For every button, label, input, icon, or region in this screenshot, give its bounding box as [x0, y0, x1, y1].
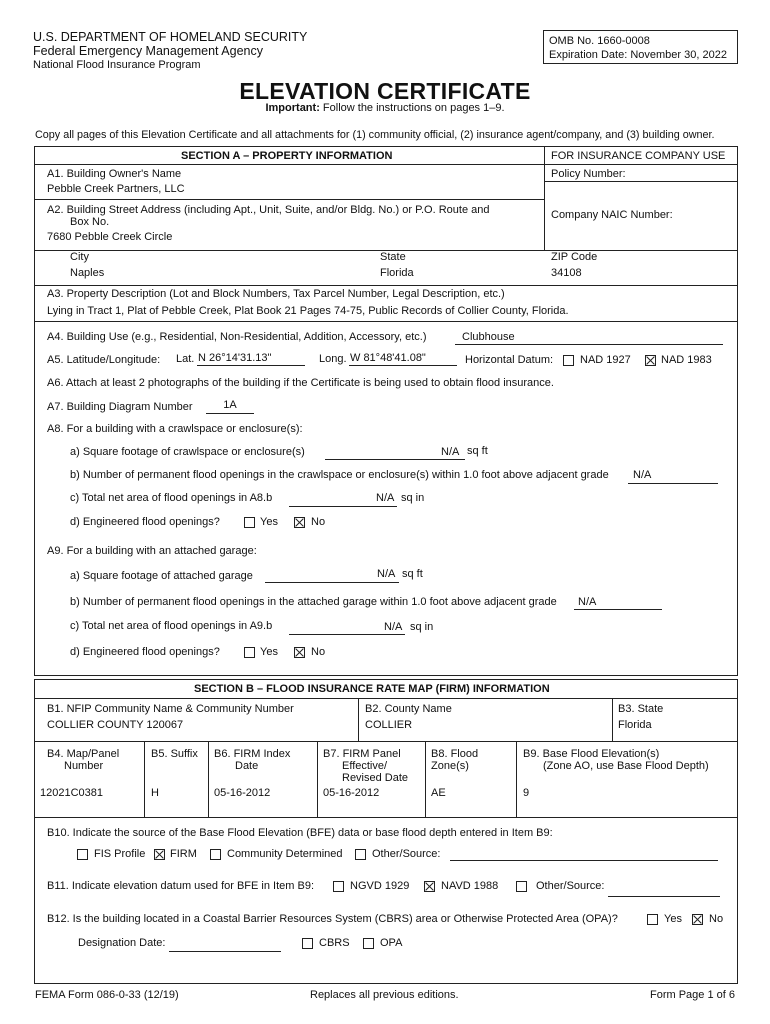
b11-label: B11. Indicate elevation datum used for BFE in Item B9: [47, 880, 314, 892]
state-value[interactable]: Florida [380, 267, 414, 279]
navd1988-checkbox[interactable] [424, 881, 435, 892]
b6-value[interactable]: 05-16-2012 [214, 787, 271, 799]
program-name: National Flood Insurance Program [33, 59, 201, 71]
community-determined-label: Community Determined [227, 848, 343, 860]
b10-other-checkbox[interactable] [355, 849, 366, 860]
designation-date-label: Designation Date: [78, 937, 166, 949]
a1-rule [34, 199, 544, 200]
a8c-label: c) Total net area of flood openings in A8.b [70, 492, 273, 504]
insurance-column-divider [544, 146, 545, 250]
a1-label: A1. Building Owner's Name [47, 168, 182, 180]
b3-label: B3. State [618, 703, 664, 715]
b11-other-label: Other/Source: [536, 880, 605, 892]
b7-label: B7. FIRM Panel [323, 748, 401, 760]
b8-label-line2: Zone(s) [431, 760, 469, 772]
b10-other-field[interactable] [450, 846, 718, 861]
a2-label-line2: Box No. [70, 216, 110, 228]
b1-value[interactable]: COLLIER COUNTY 120067 [47, 719, 184, 731]
section-a-header-rule [34, 164, 738, 165]
a8d-no-label: No [311, 516, 326, 528]
b12-no-label: No [709, 913, 724, 925]
b12-no-checkbox[interactable] [692, 914, 703, 925]
city-label: City [70, 251, 89, 263]
firm-label: FIRM [170, 848, 197, 860]
b10-other-label: Other/Source: [372, 848, 441, 860]
fis-profile-checkbox[interactable] [77, 849, 88, 860]
a8a-value: N/A [441, 446, 460, 458]
b4-label: B4. Map/Panel [47, 748, 120, 760]
a9d-yes-label: Yes [260, 646, 278, 658]
ngvd1929-label: NGVD 1929 [350, 880, 410, 892]
fis-profile-label: FIS Profile [94, 848, 146, 860]
b7-label-line2: Effective/ [342, 760, 388, 772]
copy-instructions: Copy all pages of this Elevation Certificate and all attachments for (1) community official, (2) insurance agent/company, and (3) building owner. [35, 129, 715, 141]
b9-label-line2: (Zone AO, use Base Flood Depth) [543, 760, 709, 772]
b8-b9-divider [516, 741, 517, 817]
zip-value[interactable]: 34108 [551, 267, 582, 279]
b2-label: B2. County Name [365, 703, 452, 715]
b12-label: B12. Is the building located in a Coastal Barrier Resources System (CBRS) area or Otherwise Protected Area (OPA)? [47, 913, 618, 925]
replaces-note: Replaces all previous editions. [310, 989, 459, 1001]
nad1927-checkbox[interactable] [563, 355, 574, 366]
b8-value[interactable]: AE [431, 787, 446, 799]
community-determined-checkbox[interactable] [210, 849, 221, 860]
b7-b8-divider [425, 741, 426, 817]
agency-name: Federal Emergency Management Agency [33, 44, 263, 58]
a4-value: Clubhouse [462, 331, 515, 343]
a8d-no-checkbox[interactable] [294, 517, 305, 528]
b10-label: B10. Indicate the source of the Base Flood Elevation (BFE) data or base flood depth entered in Item B9: [47, 827, 553, 839]
a9a-unit: sq ft [402, 568, 423, 580]
b12-yes-checkbox[interactable] [647, 914, 658, 925]
a8d-yes-label: Yes [260, 516, 278, 528]
b9-value[interactable]: 9 [523, 787, 530, 799]
latitude-value: N 26°14'31.13" [198, 352, 272, 364]
a3-rule [34, 321, 738, 322]
designation-date-field[interactable] [169, 937, 281, 952]
a9a-value: N/A [377, 568, 396, 580]
b4-value[interactable]: 12021C0381 [40, 787, 104, 799]
a9c-value: N/A [384, 621, 403, 633]
naic-label: Company NAIC Number: [551, 209, 673, 221]
section-b-header-rule [34, 698, 738, 699]
section-b-title: SECTION B – FLOOD INSURANCE RATE MAP (FIRM) INFORMATION [194, 683, 550, 695]
b1-b2-divider [358, 698, 359, 741]
a9b-label: b) Number of permanent flood openings in the attached garage within 1.0 foot above adjacent grade [70, 596, 557, 608]
b4-b5-divider [144, 741, 145, 817]
a9d-label: d) Engineered flood openings? [70, 646, 220, 658]
b4-row-rule [34, 817, 738, 818]
a3-label: A3. Property Description (Lot and Block Numbers, Tax Parcel Number, Legal Description, etc.) [47, 288, 505, 300]
a9d-no-checkbox[interactable] [294, 647, 305, 658]
important-label: Important: [265, 102, 320, 114]
b8-label: B8. Flood [431, 748, 479, 760]
city-rule [34, 285, 738, 286]
cbrs-label: CBRS [319, 937, 350, 949]
a7-value: 1A [223, 399, 237, 411]
b3-value[interactable]: Florida [618, 719, 652, 731]
b9-label: B9. Base Flood Elevation(s) [523, 748, 660, 760]
b2-value[interactable]: COLLIER [365, 719, 413, 731]
a3-value[interactable]: Lying in Tract 1, Plat of Pebble Creek, Plat Book 21 Pages 74-75, Public Records of Collier County, Florida. [47, 305, 569, 317]
nad1983-label: NAD 1983 [661, 354, 712, 366]
b5-value[interactable]: H [151, 787, 159, 799]
b5-b6-divider [208, 741, 209, 817]
ngvd1929-checkbox[interactable] [333, 881, 344, 892]
policy-rule [544, 181, 738, 182]
a8a-label: a) Square footage of crawlspace or enclosure(s) [70, 446, 305, 458]
a9b-value: N/A [578, 596, 597, 608]
city-value[interactable]: Naples [70, 267, 105, 279]
important-text: Follow the instructions on pages 1–9. [319, 102, 505, 114]
form-number: FEMA Form 086-0-33 (12/19) [35, 989, 179, 1001]
a8a-unit: sq ft [467, 445, 488, 457]
a1-value[interactable]: Pebble Creek Partners, LLC [47, 183, 185, 195]
omb-box [543, 30, 738, 64]
a8-label: A8. For a building with a crawlspace or enclosure(s): [47, 423, 303, 435]
a9c-unit: sq in [410, 621, 434, 633]
b11-other-checkbox[interactable] [516, 881, 527, 892]
a8c-unit: sq in [401, 492, 425, 504]
longitude-value: W 81°48'41.08" [350, 352, 426, 364]
a8c-value: N/A [376, 492, 395, 504]
a8d-label: d) Engineered flood openings? [70, 516, 220, 528]
firm-checkbox[interactable] [154, 849, 165, 860]
a6-label: A6. Attach at least 2 photographs of the building if the Certificate is being used to obtain flood insurance. [47, 377, 554, 389]
insurance-use-label: FOR INSURANCE COMPANY USE [551, 150, 726, 162]
state-label: State [380, 251, 406, 263]
b5-label: B5. Suffix [151, 748, 198, 760]
dept-name: U.S. DEPARTMENT OF HOMELAND SECURITY [33, 30, 308, 44]
a5-label: A5. Latitude/Longitude: [47, 354, 161, 366]
b6-label: B6. FIRM Index [214, 748, 291, 760]
a8b-label: b) Number of permanent flood openings in the crawlspace or enclosure(s) within 1.0 foot above adjacent grade [70, 469, 609, 481]
omb-number: OMB No. 1660-0008 [549, 35, 650, 47]
b4-label-line2: Number [64, 760, 104, 772]
zip-label: ZIP Code [551, 251, 598, 263]
cbrs-checkbox[interactable] [302, 938, 313, 949]
a9d-yes-checkbox[interactable] [244, 647, 255, 658]
a2-label: A2. Building Street Address (including Apt., Unit, Suite, and/or Bldg. No.) or P.O. Route and [47, 204, 490, 216]
a9a-label: a) Square footage of attached garage [70, 570, 253, 582]
expiration-date: Expiration Date: November 30, 2022 [549, 49, 727, 61]
opa-label: OPA [380, 937, 403, 949]
b7-label-line3: Revised Date [342, 772, 409, 784]
b11-other-field[interactable] [608, 882, 720, 897]
b1-label: B1. NFIP Community Name & Community Number [47, 703, 294, 715]
b2-b3-divider [612, 698, 613, 741]
lat-label: Lat. [176, 353, 195, 365]
b12-yes-label: Yes [664, 913, 682, 925]
b6-label-line2: Date [235, 760, 259, 772]
page-title: ELEVATION CERTIFICATE [239, 78, 531, 104]
a2-value[interactable]: 7680 Pebble Creek Circle [47, 231, 173, 243]
nad1983-checkbox[interactable] [645, 355, 656, 366]
a8b-value: N/A [633, 469, 652, 481]
a8d-yes-checkbox[interactable] [244, 517, 255, 528]
a9-label: A9. For a building with an attached garage: [47, 545, 257, 557]
navd1988-label: NAVD 1988 [441, 880, 499, 892]
a4-label: A4. Building Use (e.g., Residential, Non-Residential, Addition, Accessory, etc.) [47, 331, 427, 343]
b6-b7-divider [317, 741, 318, 817]
nad1927-label: NAD 1927 [580, 354, 631, 366]
a7-label: A7. Building Diagram Number [47, 401, 193, 413]
page-number: Form Page 1 of 6 [650, 989, 735, 1001]
long-label: Long. [319, 353, 347, 365]
a9d-no-label: No [311, 646, 326, 658]
horizontal-datum-label: Horizontal Datum: [465, 354, 554, 366]
section-a-title: SECTION A – PROPERTY INFORMATION [181, 150, 393, 162]
policy-number-label: Policy Number: [551, 168, 626, 180]
important-note [0, 102, 770, 114]
a9c-label: c) Total net area of flood openings in A9.b [70, 620, 273, 632]
b7-value[interactable]: 05-16-2012 [323, 787, 380, 799]
opa-checkbox[interactable] [363, 938, 374, 949]
b1-row-rule [34, 741, 738, 742]
